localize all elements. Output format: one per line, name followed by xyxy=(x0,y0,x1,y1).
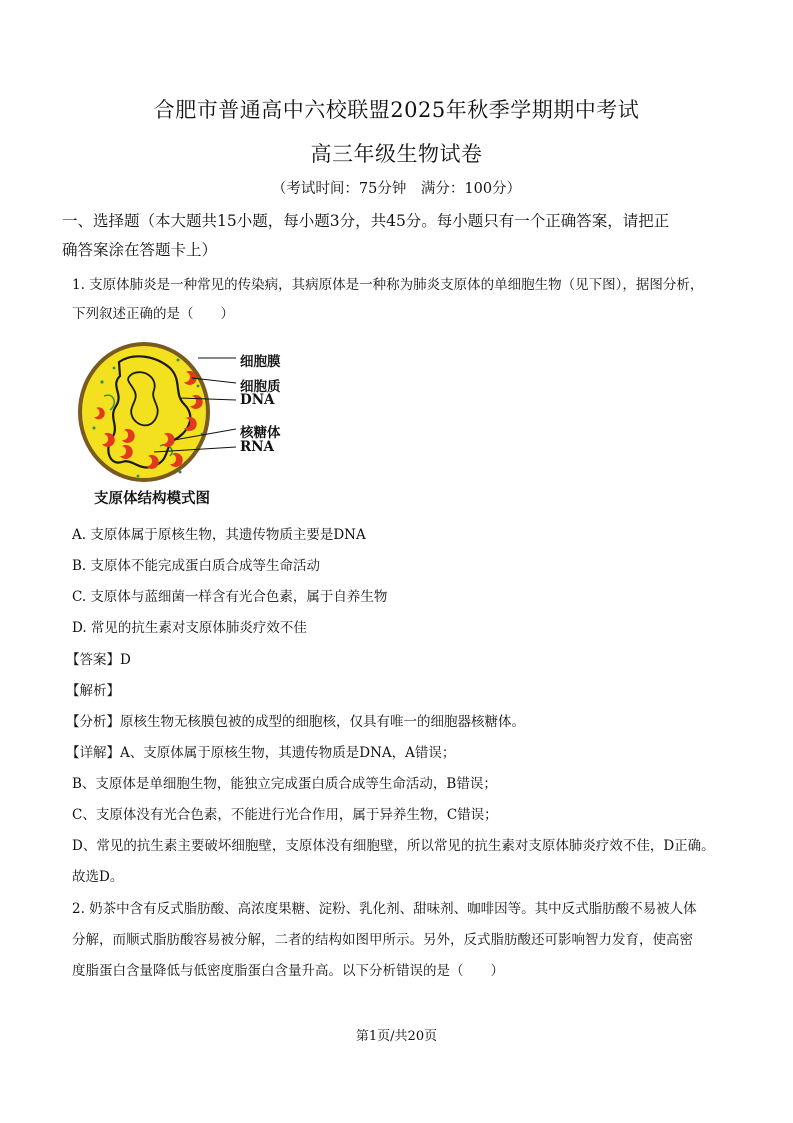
q1-option-a: A. 支原体属于原核生物，其遗传物质主要是DNA xyxy=(72,527,366,543)
title-line-2: 高三年级生物试卷 xyxy=(310,142,483,166)
section-heading-line-2: 确答案涂在答题卡上） xyxy=(62,241,218,259)
q1-detail-line-5: 故选D。 xyxy=(72,869,124,885)
label-cell-membrane: 细胞膜 xyxy=(240,354,281,370)
q1-detail-line-1: 【详解】A、支原体属于原核生物，其遗传物质是DNA，A错误； xyxy=(66,745,456,761)
mycoplasma-diagram xyxy=(74,334,284,509)
q1-stem-line-2: 下列叙述正确的是（ ） xyxy=(72,306,234,322)
section-heading-line-1: 一、选择题（本大题共15小题，每小题3分，共45分。每小题只有一个正确答案，请把正 xyxy=(62,212,670,230)
q1-analysis: 【分析】原核生物无核膜包被的成型的细胞核，仅具有唯一的细胞器核糖体。 xyxy=(66,714,525,730)
exam-info: （考试时间：75分钟 满分：100分） xyxy=(271,181,522,197)
q1-answer: 【答案】D xyxy=(66,652,131,668)
label-ribosome: 核糖体 xyxy=(240,425,281,441)
q1-detail-line-4: D、常见的抗生素主要破坏细胞壁，支原体没有细胞壁，所以常见的抗生素对支原体肺炎疗效不佳，D正确。 xyxy=(72,838,715,854)
q1-option-d: D. 常见的抗生素对支原体肺炎疗效不佳 xyxy=(72,620,307,636)
title-line-1: 合肥市普通高中六校联盟2025年秋季学期期中考试 xyxy=(153,98,640,122)
q1-stem-line-1: 1. 支原体肺炎是一种常见的传染病，其病原体是一种称为肺炎支原体的单细胞生物（见下图），据图分析， xyxy=(72,277,704,293)
q1-analysis-tag: 【解析】 xyxy=(66,683,120,699)
figure-caption: 支原体结构模式图 xyxy=(94,490,210,507)
q1-option-b: B. 支原体不能完成蛋白质合成等生命活动 xyxy=(72,558,321,574)
q1-option-c: C. 支原体与蓝细菌一样含有光合色素，属于自养生物 xyxy=(72,589,388,605)
q2-line-2: 分解，而顺式脂肪酸容易被分解，二者的结构如图甲所示。另外，反式脂肪酸还可影响智力发育，使高密 xyxy=(72,932,693,948)
label-cytoplasm: 细胞质 xyxy=(240,379,281,395)
q1-detail-line-2: B、支原体是单细胞生物，能独立完成蛋白质合成等生命活动，B错误； xyxy=(72,776,497,792)
q1-detail-line-3: C、支原体没有光合色素，不能进行光合作用，属于异养生物，C错误； xyxy=(72,807,498,823)
page-footer: 第1页/共20页 xyxy=(355,1029,438,1044)
q2-line-3: 度脂蛋白含量降低与低密度脂蛋白含量升高。以下分析错误的是（ ） xyxy=(72,963,504,979)
q2-line-1: 2. 奶茶中含有反式脂肪酸、高浓度果糖、淀粉、乳化剂、甜味剂、咖啡因等。其中反式脂肪酸不易被人体 xyxy=(72,901,697,917)
label-rna: RNA xyxy=(240,439,275,455)
label-dna: DNA xyxy=(240,392,275,408)
